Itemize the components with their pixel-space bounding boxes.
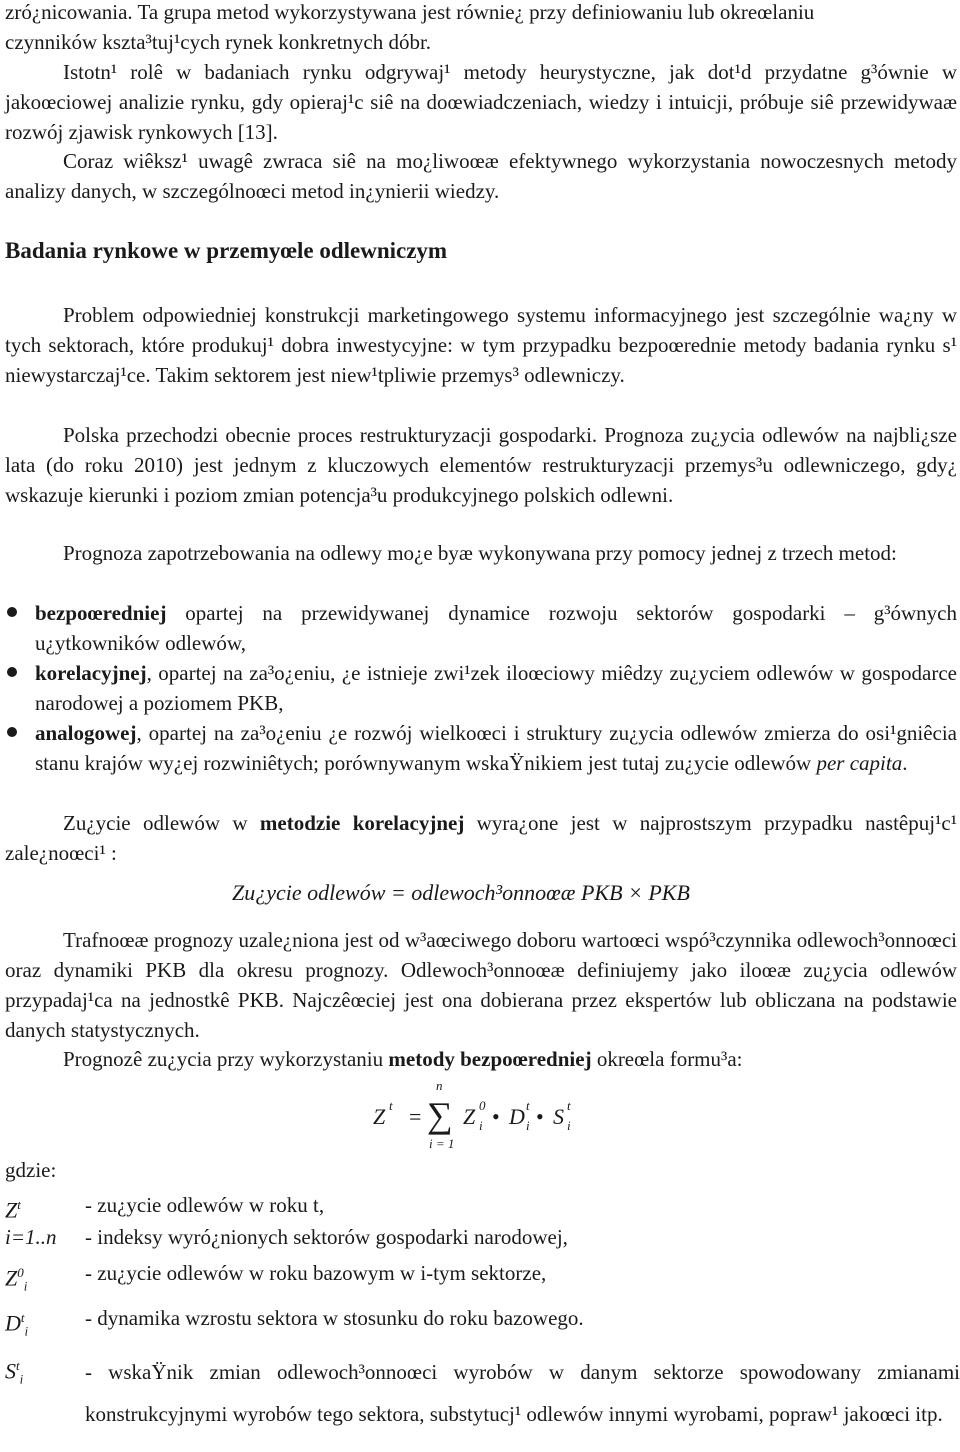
formula-sum-top: n [436, 1078, 443, 1093]
formula-d: D [509, 1104, 525, 1129]
formula-s-sub: i [567, 1118, 571, 1133]
list-item-end: . [902, 751, 908, 775]
paragraph-7 [5, 808, 957, 868]
list-item [5, 598, 957, 658]
symbol-sub: i [23, 1278, 28, 1294]
symbol-sub: i [19, 1371, 24, 1387]
dot-icon: • [492, 1104, 500, 1129]
formula-d-sup: t [526, 1098, 530, 1113]
formula-direct [373, 1078, 613, 1152]
symbol-sup: t [16, 1358, 20, 1373]
paragraph-3: Coraz wiêksz¹ uwagê zwraca siê na mo¿liwoœæ efektywnego wykorzystania nowoczesnych metody analizy danych, w szczególnoœci metod in¿ynierii wiedzy. [5, 149, 957, 203]
definition-text: - zu¿ycie odlewów w roku bazowym w i-tym sektorze, [85, 1261, 547, 1285]
bullet-icon [7, 607, 17, 617]
text-run: Prognozê zu¿ycia przy wykorzystaniu [63, 1047, 389, 1071]
list-item [5, 658, 957, 718]
symbol-text: Z [5, 1197, 18, 1223]
formula-d-sub: i [526, 1118, 530, 1133]
text-run-bold: metody bezpoœredniej [388, 1047, 592, 1071]
definition-symbol [5, 1258, 27, 1302]
definition-text: - wskaŸnik zmian odlewoch³onnoœci wyrobów w danym sektorze spowodowany zmianami konstrukcyjnymi wyrobów tego sektora, substytucj¹ odlewów innymi wyrobami, popraw¹ jakoœci itp. [85, 1360, 960, 1426]
paragraph-4: Problem odpowiedniej konstrukcji marketingowego systemu informacyjnego jest szczególnie wa¿ny w tych sektorach, które produkuj¹ dobra inwestycyjne: w tym przypadku bezpoœrednie metody badania rynku s¹ niewystarczaj¹ce. Takim sektorem jest niew¹tpliwie przemys³ odlewniczy. [5, 303, 957, 387]
definition-symbol [5, 1351, 23, 1395]
definition-text: - zu¿ycie odlewów w roku t, [85, 1193, 325, 1217]
symbol-text: S [5, 1358, 16, 1384]
formula-s-sup: t [567, 1098, 571, 1113]
list-item-term: korelacyjnej [35, 661, 147, 685]
list-item-italic: per capita [816, 751, 903, 775]
dot-icon: • [536, 1104, 544, 1129]
where-label: gdzie: [5, 1158, 57, 1182]
formula-lhs: Z [373, 1104, 386, 1129]
formula-correlation: Zu¿ycie odlewów = odlewoch³onnoœæ PKB × PKB [232, 880, 690, 905]
symbol-sup: t [20, 1310, 25, 1325]
paragraph-6: Prognoza zapotrzebowania na odlewy mo¿e byæ wykonywana przy pomocy jednej z trzech metod: [63, 541, 897, 565]
definition-symbol [5, 1190, 21, 1225]
text-run: okreœla formu³a: [591, 1047, 743, 1071]
symbol-text: D [5, 1310, 21, 1336]
paragraph-1-line-2: czynników kszta³tuj¹cych rynek konkretnych dóbr. [5, 30, 432, 54]
definition-text: - dynamika wzrostu sektora w stosunku do roku bazowego. [85, 1306, 584, 1330]
definition-symbol: i=1..n [5, 1225, 57, 1249]
list-item-term: bezpoœredniej [35, 601, 167, 625]
formula-equals: = [409, 1104, 422, 1129]
symbol-sup: 0 [17, 1265, 24, 1280]
sigma-icon: ∑ [427, 1095, 453, 1135]
symbol-sub: i [24, 1323, 29, 1339]
paragraph-1-line-1: zró¿nicowania. Ta grupa metod wykorzystywana jest równie¿ przy definiowaniu lub okreœlaniu [5, 0, 815, 24]
method-list [5, 598, 957, 778]
list-item-term: analogowej [35, 721, 137, 745]
paragraph-2: Istotn¹ rolê w badaniach rynku odgrywaj¹ metody heurystyczne, jak dot¹d przydatne g³ównie w jakoœciowej analizie rynku, gdy opieraj¹c siê na doœwiadczeniach, wiedzy i intuicji, próbuje siê przewidywaæ rozwój zjawisk rynkowych [13]. [5, 60, 957, 144]
paragraph-5: Polska przechodzi obecnie proces restrukturyzacji gospodarki. Prognoza zu¿ycia odlewów na najbli¿sze lata (do roku 2010) jest jednym z kluczowych elementów restrukturyzacji przemys³u odlewniczego, gdy¿ wskazuje kierunki i poziom zmian potencja³u produkcyjnego polskich odlewni. [5, 423, 957, 507]
definition-symbol [5, 1303, 28, 1347]
list-item-text: , opartej na za³o¿eniu, ¿e istnieje zwi¹zek iloœciowy miêdzy zu¿yciem odlewów w gospodarce narodowej a poziomem PKB, [35, 661, 957, 715]
list-item-text: , opartej na za³o¿eniu ¿e rozwój wielkoœci i struktury zu¿ycia odlewów zmierza do osi¹gniêcia stanu krajów wy¿ej rozwiniêtych; porównywanym wskaŸnikiem jest tutaj zu¿ycie odlewów [35, 721, 957, 775]
formula-z-sub: i [479, 1118, 483, 1133]
bullet-icon [7, 727, 17, 737]
formula-s: S [553, 1104, 564, 1129]
formula-z: Z [463, 1104, 476, 1129]
paragraph-9 [5, 1044, 957, 1074]
text-run-bold: metodzie korelacyjnej [259, 811, 465, 835]
list-item-text: opartej na przewidywanej dynamice rozwoju sektorów gospodarki – g³ównych u¿ytkowników odlewów, [35, 601, 957, 655]
symbol-text: Z [5, 1265, 18, 1291]
section-heading: Badania rynkowe w przemyœle odlewniczym [5, 238, 448, 263]
definition-text: - indeksy wyró¿nionych sektorów gospodarki narodowej, [85, 1225, 568, 1249]
formula-z-sup: 0 [479, 1098, 486, 1113]
bullet-icon [7, 667, 17, 677]
formula-sum-bottom: i = 1 [429, 1136, 455, 1151]
list-item [5, 718, 957, 778]
symbol-sup: t [17, 1197, 21, 1212]
text-run: Zu¿ycie odlewów w [63, 811, 260, 835]
formula-lhs-sup: t [389, 1098, 393, 1113]
text-run: wyra¿one jest w najprostszym przypadku nastêpuj¹c¹ zale¿noœci¹ : [5, 811, 957, 865]
paragraph-8: Trafnoœæ prognozy uzale¿niona jest od w³aœciwego doboru wartoœci wspó³czynnika odlewoch³onnoœci oraz dynamiki PKB dla okresu prognozy. Odlewoch³onnoœæ definiujemy jako iloœæ zu¿ycia odlewów przypadaj¹ca na jednostkê PKB. Najczêœciej jest ona dobierana przez ekspertów lub obliczana na podstawie danych statystycznych. [5, 928, 957, 1042]
